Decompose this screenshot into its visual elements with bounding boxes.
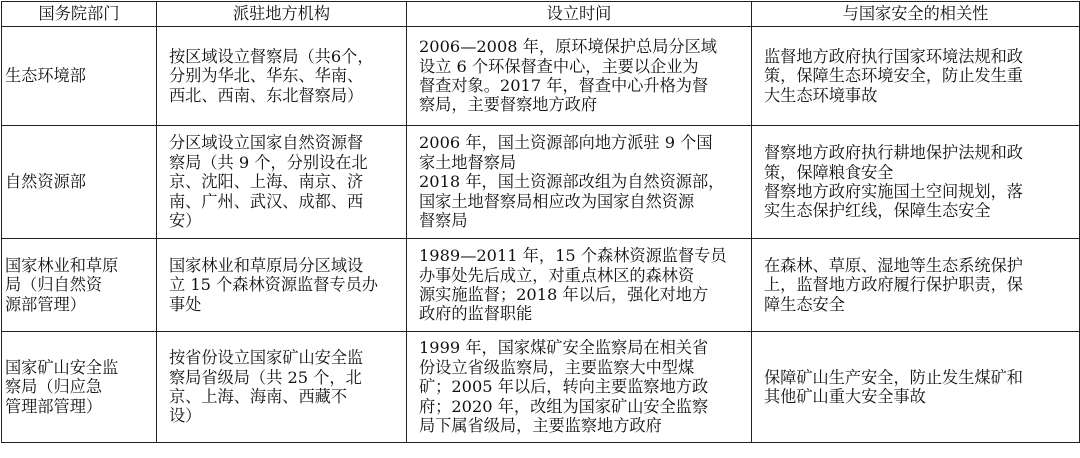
cell-security-relevance: 保障矿山生产安全，防止发生煤矿和 其他矿山重大安全事故 bbox=[752, 332, 1080, 443]
cell-department: 国家矿山安全监 察局（归应急 管理部管理） bbox=[2, 332, 157, 443]
table-row bbox=[2, 239, 1080, 332]
table-row bbox=[2, 27, 1080, 126]
cell-department: 生态环境部 bbox=[2, 27, 157, 126]
cell-department: 国家林业和草原 局（归自然资 源部管理） bbox=[2, 239, 157, 332]
cell-local-office: 分区域设立国家自然资源督 察局（共 9 个，分别设在北 京、沈阳、上海、南京、济 南、广州、武汉、成都、西 安） bbox=[157, 126, 407, 239]
header-established-time: 设立时间 bbox=[407, 2, 752, 27]
table-header-row bbox=[2, 2, 1080, 27]
cell-established-time: 2006—2008 年，原环境保护总局分区域 设立 6 个环保督查中心，主要以企业为 督查对象。2017 年，督查中心升格为督 察局，主要督察地方政府 bbox=[407, 27, 752, 126]
cell-security-relevance: 督察地方政府执行耕地保护法规和政 策，保障粮食安全 督察地方政府实施国土空间规划，落 实生态保护红线，保障生态安全 bbox=[752, 126, 1080, 239]
table-row bbox=[2, 332, 1080, 443]
header-department: 国务院部门 bbox=[2, 2, 157, 27]
cell-department: 自然资源部 bbox=[2, 126, 157, 239]
cell-local-office: 按省份设立国家矿山安全监 察局省级局（共 25 个，北 京、上海、海南、西藏不 设） bbox=[157, 332, 407, 443]
header-security-relevance: 与国家安全的相关性 bbox=[752, 2, 1080, 27]
cell-established-time: 1989—2011 年，15 个森林资源监督专员 办事处先后成立，对重点林区的森林资 源实施监督；2018 年以后，强化对地方 政府的监督职能 bbox=[407, 239, 752, 332]
header-local-office: 派驻地方机构 bbox=[157, 2, 407, 27]
cell-established-time: 2006 年，国土资源部向地方派驻 9 个国 家土地督察局 2018 年，国土资源部改组为自然资源部， 国家土地督察局相应改为国家自然资源 督察局 bbox=[407, 126, 752, 239]
cell-established-time: 1999 年，国家煤矿安全监察局在相关省 份设立省级监察局，主要监察大中型煤 矿；2005 年以后，转向主要监察地方政 府；2020 年，改组为国家矿山安全监察 局下属省级局，主要监察地方政府 bbox=[407, 332, 752, 443]
cell-security-relevance: 在森林、草原、湿地等生态系统保护 上，监督地方政府履行保护职责，保 障生态安全 bbox=[752, 239, 1080, 332]
cell-security-relevance: 监督地方政府执行国家环境法规和政 策，保障生态环境安全，防止发生重 大生态环境事故 bbox=[752, 27, 1080, 126]
institutions-table bbox=[1, 1, 1080, 443]
table-row bbox=[2, 126, 1080, 239]
cell-local-office: 按区域设立督察局（共6个， 分别为华北、华东、华南、 西北、西南、东北督察局） bbox=[157, 27, 407, 126]
cell-local-office: 国家林业和草原局分区域设 立 15 个森林资源监督专员办 事处 bbox=[157, 239, 407, 332]
